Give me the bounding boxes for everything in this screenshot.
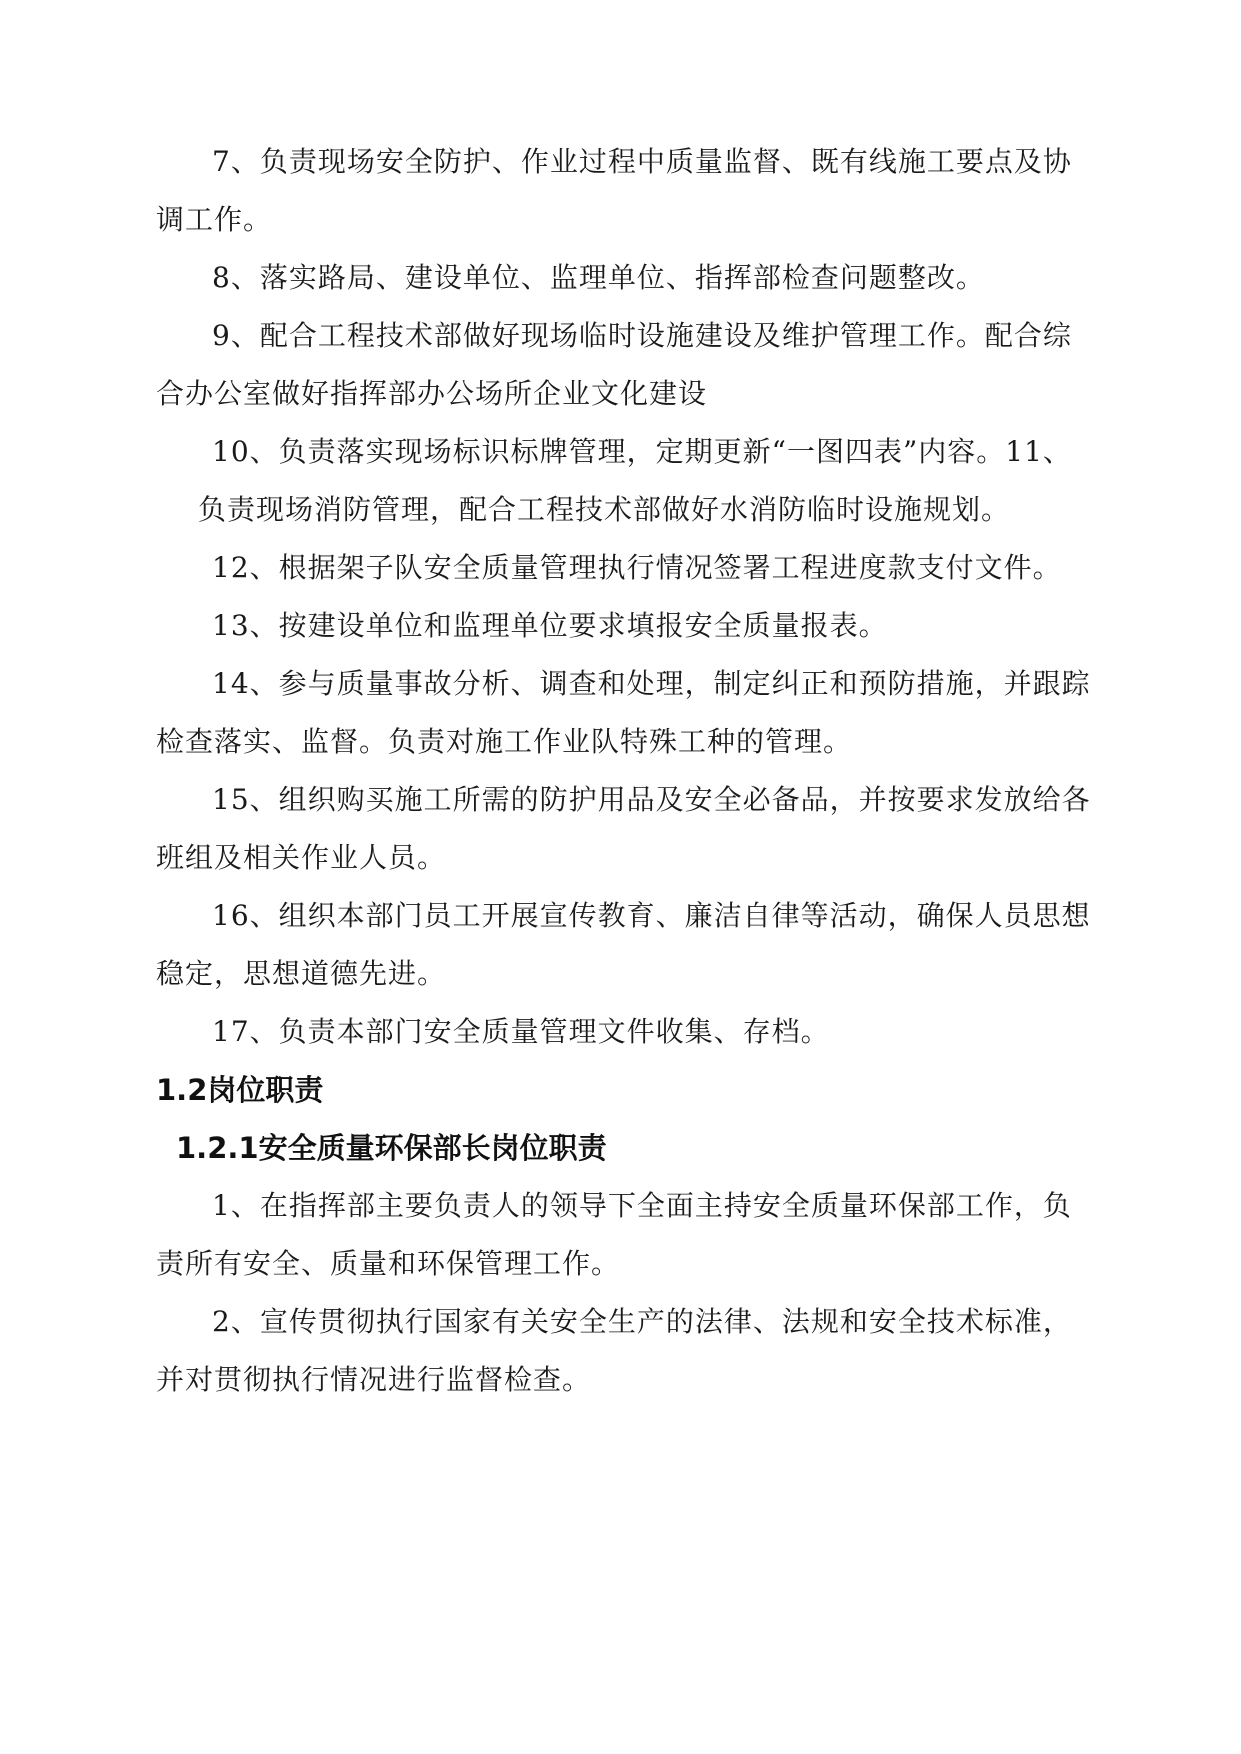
item-7-line-1: 7、负责现场安全防护、作业过程中质量监督、既有线施工要点及协 bbox=[212, 145, 1072, 178]
item-10-line-1: 10、负责落实现场标识标牌管理，定期更新“一图四表”内容。11、 bbox=[212, 435, 1072, 468]
duty-1-line-1: 1、在指挥部主要负责人的领导下全面主持安全质量环保部工作，负 bbox=[212, 1189, 1072, 1222]
item-12-line-1: 12、根据架子队安全质量管理执行情况签署工程进度款支付文件。 bbox=[212, 551, 1062, 584]
item-16-line-1: 16、组织本部门员工开展宣传教育、廉洁自律等活动，确保人员思想 bbox=[212, 899, 1091, 932]
duty-2-line-1: 2、宣传贯彻执行国家有关安全生产的法律、法规和安全技术标准， bbox=[212, 1305, 1072, 1338]
item-8-line-1: 8、落实路局、建设单位、监理单位、指挥部检查问题整改。 bbox=[212, 261, 985, 294]
item-15-line-1: 15、组织购买施工所需的防护用品及安全必备品，并按要求发放给各 bbox=[212, 783, 1091, 816]
item-16-line-2: 稳定，思想道德先进。 bbox=[156, 957, 447, 990]
subsection-heading: 1.2.1安全质量环保部长岗位职责 bbox=[176, 1131, 607, 1165]
item-9-line-1: 9、配合工程技术部做好现场临时设施建设及维护管理工作。配合综 bbox=[212, 319, 1072, 352]
item-14-line-1: 14、参与质量事故分析、调查和处理，制定纠正和预防措施，并跟踪 bbox=[212, 667, 1091, 700]
duty-2-line-2: 并对贯彻执行情况进行监督检查。 bbox=[156, 1363, 592, 1396]
duty-1-line-2: 责所有安全、质量和环保管理工作。 bbox=[156, 1247, 621, 1280]
item-13-line-1: 13、按建设单位和监理单位要求填报安全质量报表。 bbox=[212, 609, 888, 642]
item-14-line-2: 检查落实、监督。负责对施工作业队特殊工种的管理。 bbox=[156, 725, 853, 758]
item-7-line-2: 调工作。 bbox=[156, 203, 273, 236]
item-15-line-2: 班组及相关作业人员。 bbox=[156, 841, 447, 874]
item-11-line-1: 负责现场消防管理，配合工程技术部做好水消防临时设施规划。 bbox=[198, 493, 1011, 526]
section-heading: 1.2岗位职责 bbox=[156, 1073, 324, 1107]
item-9-line-2: 合办公室做好指挥部办公场所企业文化建设 bbox=[156, 377, 708, 410]
item-17-line-1: 17、负责本部门安全质量管理文件收集、存档。 bbox=[212, 1015, 830, 1048]
